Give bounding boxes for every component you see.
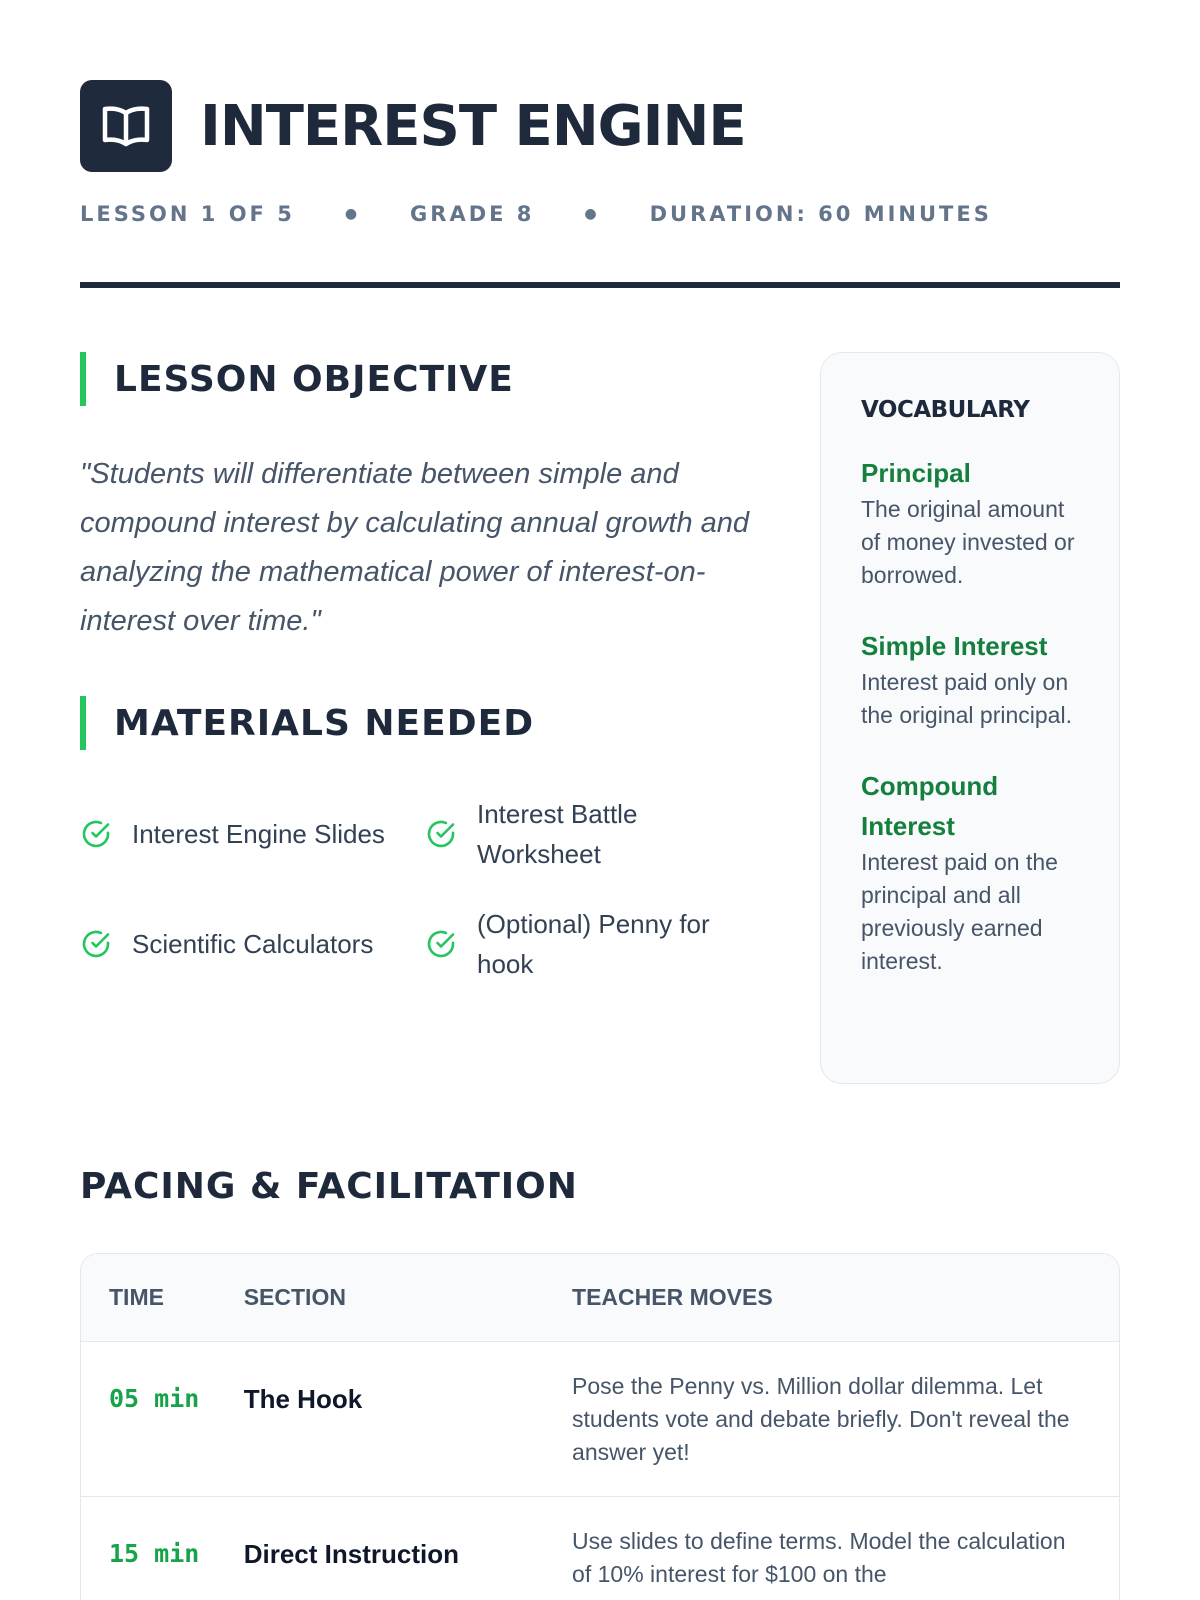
material-label: Interest Engine Slides [132, 819, 385, 849]
list-item [425, 794, 760, 874]
column-header-moves: TEACHER MOVES [572, 1284, 773, 1310]
vocabulary-term [861, 766, 1079, 978]
lesson-duration: DURATION: 60 MINUTES [649, 202, 992, 226]
pacing-table [80, 1253, 1120, 1600]
term-name: Principal [861, 458, 971, 488]
materials-heading: MATERIALS NEEDED [80, 696, 760, 750]
vocabulary-card [820, 352, 1120, 1084]
row-section: Direct Instruction [243, 1539, 459, 1569]
term-name: Simple Interest [861, 631, 1048, 661]
vocabulary-heading: VOCABULARY [861, 397, 1030, 423]
row-time: 15 min [109, 1539, 200, 1568]
column-header-time: TIME [109, 1284, 164, 1310]
vocabulary-term [861, 453, 1079, 592]
term-definition: Interest paid only on the original principal. [861, 669, 1072, 728]
left-column [80, 352, 760, 1084]
list-item [425, 904, 760, 984]
list-item [80, 904, 425, 984]
logo [80, 80, 172, 172]
row-moves: Use slides to define terms. Model the calculation of 10% interest for $100 on the [572, 1528, 1066, 1587]
separator-dot: ● [584, 206, 600, 222]
header [80, 80, 1120, 172]
open-book-icon [101, 104, 151, 148]
page-title: INTEREST ENGINE [200, 93, 746, 159]
row-moves: Pose the Penny vs. Million dollar dilemma. Let students vote and debate briefly. Don't reveal the answer yet! [572, 1373, 1070, 1465]
table-row [81, 1497, 1119, 1600]
term-definition: The original amount of money invested or borrowed. [861, 496, 1075, 588]
material-label: Interest Battle Worksheet [477, 799, 638, 869]
objective-text: "Students will differentiate between simple and compound interest by calculating annual growth and analyzing the mathematical power of interest-on-interest over time." [80, 458, 750, 637]
check-circle-icon [425, 818, 457, 850]
material-label: (Optional) Penny for hook [477, 909, 710, 979]
term-name: Compound Interest [861, 771, 999, 841]
objective-heading: LESSON OBJECTIVE [80, 352, 760, 406]
header-divider [80, 282, 1120, 288]
term-definition: Interest paid on the principal and all previously earned interest. [861, 849, 1058, 974]
materials-list [80, 794, 760, 984]
list-item [80, 794, 425, 874]
check-circle-icon [80, 928, 112, 960]
vocabulary-term [861, 626, 1079, 732]
table-header [81, 1254, 1119, 1342]
row-section: The Hook [243, 1384, 363, 1414]
column-header-section: SECTION [243, 1284, 346, 1310]
grade-level: GRADE 8 [410, 202, 535, 226]
separator-dot: ● [344, 206, 361, 222]
check-circle-icon [425, 928, 457, 960]
lesson-meta [80, 202, 1120, 226]
main-content [80, 352, 1120, 1084]
row-time: 05 min [109, 1384, 200, 1413]
material-label: Scientific Calculators [132, 929, 374, 959]
lesson-number: LESSON 1 OF 5 [80, 202, 295, 226]
table-row [81, 1342, 1119, 1497]
pacing-heading: PACING & FACILITATION [80, 1166, 578, 1207]
check-circle-icon [80, 818, 112, 850]
